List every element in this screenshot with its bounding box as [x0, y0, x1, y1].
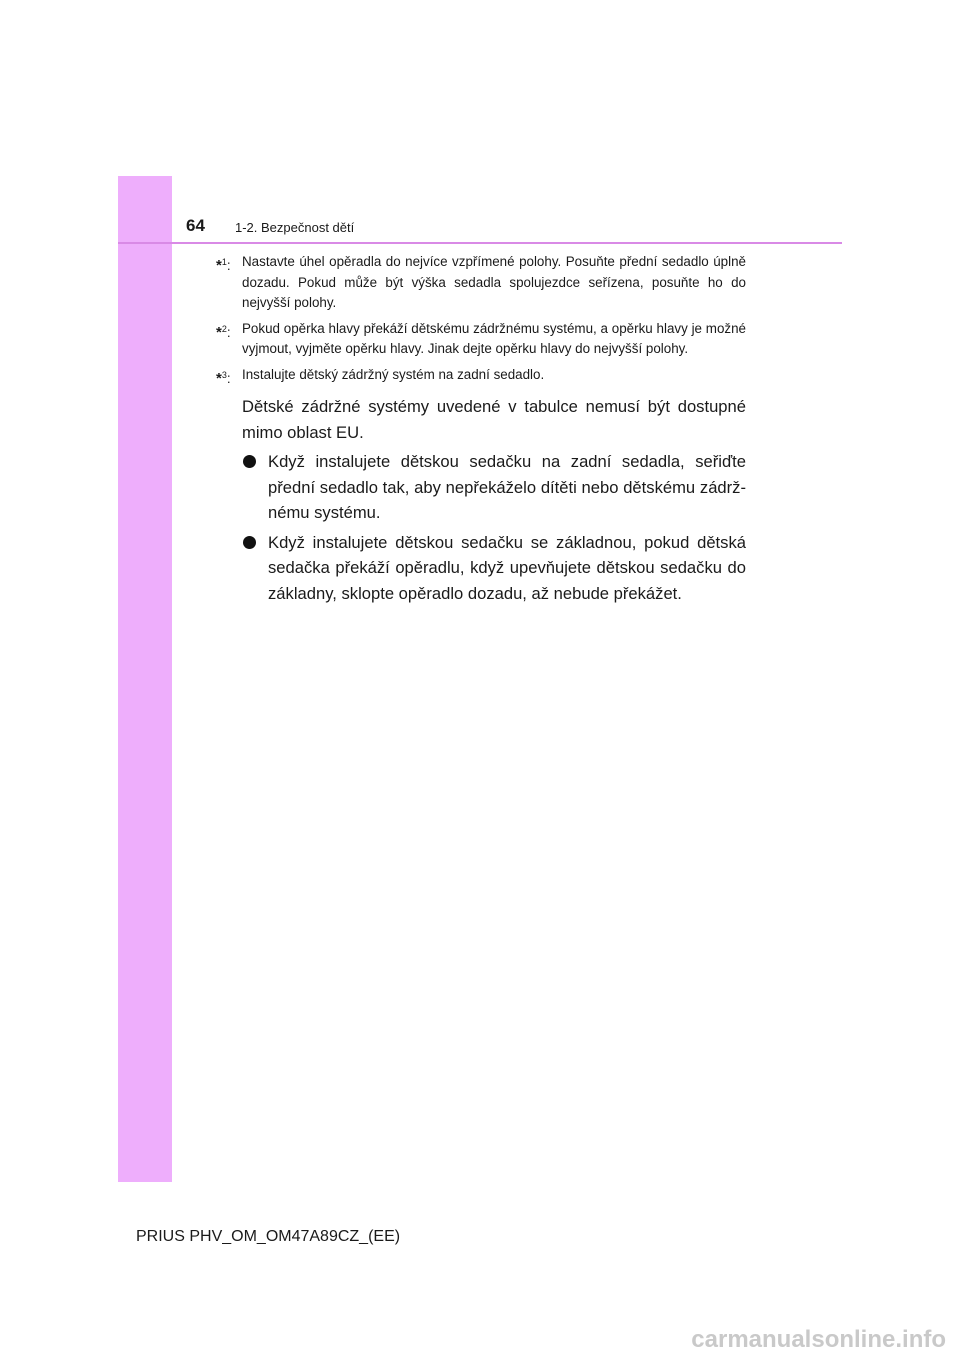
section-title: 1-2. Bezpečnost dětí	[235, 220, 355, 235]
bullet-text: Když instalujete dětskou sedačku se základnou, pokud dětská sedačka překáží opěradlu, když upevňujete dětskou sedačku do základny, sklopte opěradlo dozadu, až nebude překážet.	[268, 532, 746, 603]
footnote-text: Pokud opěrka hlavy překáží dětskému zádržnému systému, a opěrku hlavy je možné vyjmout, vyjměte opěrku hlavy. Jinak dejte opěrku hlavy do nejvyšší polohy.	[242, 320, 746, 356]
bullet-item	[242, 530, 746, 607]
footnote-2	[216, 319, 746, 360]
asterisk-symbol: *	[216, 323, 222, 341]
footnote-number: 3	[221, 369, 227, 380]
footnote-separator: :	[226, 370, 231, 386]
bullet-item	[242, 449, 746, 526]
bullet-text: Když instalujete dětskou sedačku na zadní sedadla, seřiďte přední sedadlo tak, aby nepřekáželo dítěti nebo dětskému zádržnému systému.	[268, 452, 746, 522]
chapter-tab-sidebar	[118, 176, 172, 1182]
header-divider	[118, 242, 842, 244]
footnote-1	[216, 252, 746, 314]
asterisk-symbol: *	[216, 369, 222, 387]
footnote-number: 2	[221, 323, 227, 334]
footnote-number: 1	[221, 257, 227, 267]
bullet-dot-icon	[243, 536, 256, 549]
asterisk-symbol: *	[216, 257, 222, 274]
availability-paragraph: Dětské zádržné systémy uvedené v tabulce nemusí být dostupné mimo oblast EU.	[242, 397, 746, 442]
page-number: 64	[186, 216, 205, 235]
footnote-3	[216, 365, 746, 386]
footnote-separator: :	[226, 258, 231, 273]
footnote-separator: :	[226, 324, 231, 340]
bullet-dot-icon	[243, 455, 256, 468]
footnote-marker	[216, 365, 231, 390]
page-content	[216, 252, 746, 606]
footnote-marker	[216, 319, 231, 344]
footnote-text: Instalujte dětský zádržný systém na zadní sedadlo.	[242, 366, 545, 382]
document-code: PRIUS PHV_OM_OM47A89CZ_(EE)	[136, 1228, 401, 1245]
watermark-logo[interactable]: carmanualsonline.info	[691, 1326, 946, 1353]
footnote-marker	[216, 252, 231, 277]
footnote-text: Nastavte úhel opěradla do nejvíce vzpřímené polohy. Posuňte přední sedadlo úplně dozadu. Pokud může být výška sedadla spolujezdce seřízena, posuňte ho do nejvyšší polohy.	[242, 254, 746, 310]
